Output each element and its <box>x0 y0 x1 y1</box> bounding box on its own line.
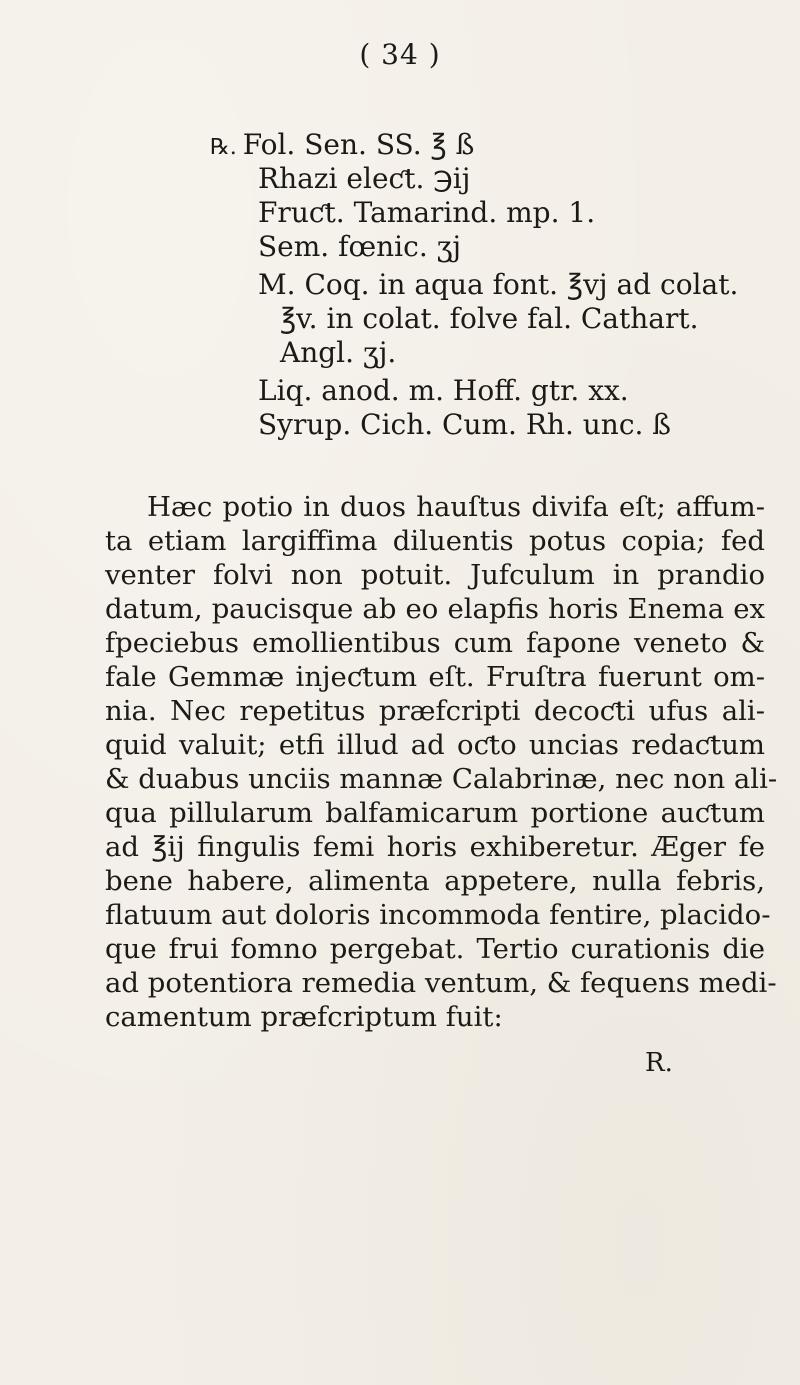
paragraph-line: quid valuit; etfi illud ad oƈto uncias redaƈtum <box>105 729 765 761</box>
paragraph-line: que frui fomno pergebat. Tertio curationis die <box>105 933 765 965</box>
paragraph-line: camentum præfcriptum fuit: <box>105 1001 503 1033</box>
paragraph-line: bene habere, alimenta appetere, nulla febris, <box>105 865 765 897</box>
prescription-line: Angl. ʒj. <box>280 336 397 369</box>
paragraph-line: flatuum aut doloris incommoda fentire, placido- <box>105 899 771 931</box>
paragraph-line: datum, paucisque ab eo elapfis horis Enema ex <box>105 593 765 625</box>
paragraph-line: & duabus unciis mannæ Calabrinæ, nec non ali- <box>105 763 778 795</box>
prescription-line-text: Fol. Sen. SS. ℥ ß <box>242 128 475 161</box>
paragraph-line: ad ℥ij fingulis femi horis exhiberetur. Æger fe <box>105 831 765 863</box>
rx-symbol: ℞. <box>210 135 237 160</box>
prescription-line: Rhazi eleƈt. ℈ij <box>258 162 471 195</box>
paragraph-line: fale Gemmæ injeƈtum eſt. Fruſtra fuerunt om- <box>105 661 765 693</box>
prescription-line <box>210 128 474 165</box>
prescription-line: Syrup. Cich. Cum. Rh. unc. ß <box>258 408 672 441</box>
paragraph-line: nia. Nec repetitus præfcripti decoƈti ufus ali- <box>105 695 765 727</box>
paragraph-line: ta etiam largiffima diluentis potus copia; fed <box>105 525 765 557</box>
prescription-line: ℥v. in colat. folve fal. Cathart. <box>280 302 699 335</box>
paragraph-line: fpeciebus emollientibus cum fapone veneto & <box>105 627 765 659</box>
prescription-line: Liq. anod. m. Hoff. gtr. xx. <box>258 374 629 407</box>
prescription-line: M. Coq. in aqua font. ℥vj ad colat. <box>258 268 739 301</box>
paragraph-line: ad potentiora remedia ventum, & fequens medi- <box>105 967 777 999</box>
catchword: R. <box>645 1048 673 1078</box>
prescription-line: Sem. fœnic. ʒj <box>258 230 462 263</box>
page-number: ( 34 ) <box>359 38 441 71</box>
paragraph-line: venter folvi non potuit. Jufculum in prandio <box>105 559 765 591</box>
prescription-line: Fruƈt. Tamarind. mp. 1. <box>258 196 596 229</box>
paragraph-line: Hæc potio in duos hauſtus divifa eſt; affum- <box>147 491 765 523</box>
paragraph-line: qua pillularum balfamicarum portione auƈtum <box>105 797 765 829</box>
